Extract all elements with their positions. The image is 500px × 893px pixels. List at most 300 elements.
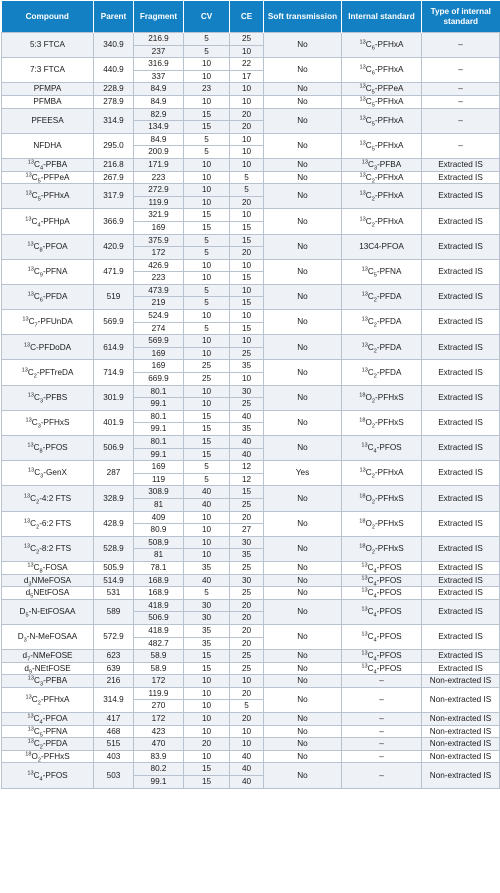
ce-cell: 10: [230, 146, 264, 159]
fragment-cell: 82.9: [134, 108, 184, 121]
parent-cell: 366.9: [94, 209, 134, 234]
ce-cell: 40: [230, 436, 264, 449]
ce-cell: 10: [230, 259, 264, 272]
compound-cell: $^{13}C_3$-PFHxS: [2, 410, 94, 435]
compound-cell: $D_5-N$-EtFOSAA: [2, 599, 94, 624]
soft-transmission-cell: No: [264, 587, 342, 600]
is-type-cell: Extracted IS: [422, 310, 500, 335]
internal-standard-cell: $^{13}C_2$-PFDA: [342, 284, 422, 309]
soft-transmission-cell: No: [264, 486, 342, 511]
parent-cell: 503: [94, 763, 134, 788]
cv-cell: 5: [184, 146, 230, 159]
ce-cell: 5: [230, 171, 264, 184]
parent-cell: 428.9: [94, 511, 134, 536]
is-type-cell: –: [422, 108, 500, 133]
ce-cell: 10: [230, 158, 264, 171]
ce-cell: 40: [230, 750, 264, 763]
compound-cell: $D_3-N$-MeFOSAA: [2, 624, 94, 649]
table-row: [2, 486, 500, 499]
parent-cell: 340.9: [94, 33, 134, 58]
ce-cell: 10: [230, 310, 264, 323]
is-type-cell: Non-extracted IS: [422, 763, 500, 788]
ce-cell: 25: [230, 662, 264, 675]
is-type-cell: Non-extracted IS: [422, 675, 500, 688]
parent-cell: 623: [94, 650, 134, 663]
ce-cell: 25: [230, 33, 264, 46]
fragment-cell: 200.9: [134, 146, 184, 159]
compound-cell: $^{13}C_2$-PFDA: [2, 738, 94, 751]
parent-cell: 314.9: [94, 108, 134, 133]
fragment-cell: 119.9: [134, 196, 184, 209]
is-type-cell: Extracted IS: [422, 410, 500, 435]
cv-cell: 5: [184, 45, 230, 58]
is-type-cell: Extracted IS: [422, 284, 500, 309]
cv-cell: 25: [184, 360, 230, 373]
fragment-cell: 80.1: [134, 410, 184, 423]
compound-cell: $^{13}C_9$-PFNA: [2, 259, 94, 284]
fragment-cell: 569.9: [134, 335, 184, 348]
internal-standard-cell: $^{13}C_2$-PFDA: [342, 310, 422, 335]
parent-cell: 216.8: [94, 158, 134, 171]
ce-cell: 30: [230, 385, 264, 398]
parent-cell: 531: [94, 587, 134, 600]
ce-cell: 20: [230, 511, 264, 524]
internal-standard-cell: $^{13}C_5$-PFHxA: [342, 108, 422, 133]
fragment-cell: 223: [134, 272, 184, 285]
cv-cell: 40: [184, 574, 230, 587]
cv-cell: 10: [184, 184, 230, 197]
fragment-cell: 473.9: [134, 284, 184, 297]
ce-cell: 5: [230, 184, 264, 197]
ce-cell: 15: [230, 272, 264, 285]
fragment-cell: 119: [134, 473, 184, 486]
internal-standard-cell: $^{13}C_4$-PFOS: [342, 574, 422, 587]
compound-cell: $^{13}C_2-4:2$ FTS: [2, 486, 94, 511]
table-row: [2, 750, 500, 763]
soft-transmission-cell: No: [264, 574, 342, 587]
cv-cell: 10: [184, 398, 230, 411]
fragment-cell: 172: [134, 713, 184, 726]
parent-cell: 514.9: [94, 574, 134, 587]
cv-cell: 15: [184, 423, 230, 436]
is-type-cell: Extracted IS: [422, 158, 500, 171]
parent-cell: 317.9: [94, 184, 134, 209]
compound-cell: $^{18}O_2$-PFHxS: [2, 750, 94, 763]
cv-cell: 15: [184, 776, 230, 789]
cv-cell: 5: [184, 133, 230, 146]
compound-cell: $^{13}$C-PFDoDA: [2, 335, 94, 360]
soft-transmission-cell: No: [264, 310, 342, 335]
cv-cell: 10: [184, 511, 230, 524]
compound-cell: $^{13}C_2$-PFTreDA: [2, 360, 94, 385]
fragment-cell: 272.9: [134, 184, 184, 197]
parent-cell: 314.9: [94, 687, 134, 712]
fragment-cell: 669.9: [134, 373, 184, 386]
cv-cell: 10: [184, 524, 230, 537]
fragment-cell: 119.9: [134, 687, 184, 700]
parent-cell: 420.9: [94, 234, 134, 259]
cv-cell: 40: [184, 486, 230, 499]
cv-cell: 35: [184, 637, 230, 650]
ce-cell: 40: [230, 763, 264, 776]
cv-cell: 10: [184, 58, 230, 71]
internal-standard-cell: $^{13}C_4$-PFOS: [342, 587, 422, 600]
soft-transmission-cell: No: [264, 284, 342, 309]
cv-cell: 10: [184, 385, 230, 398]
table-row: [2, 33, 500, 46]
ce-cell: 10: [230, 45, 264, 58]
compound-cell: $^{13}C_4$-PFHpA: [2, 209, 94, 234]
fragment-cell: 423: [134, 725, 184, 738]
fragment-cell: 409: [134, 511, 184, 524]
table-row: [2, 461, 500, 474]
fragment-cell: 169: [134, 347, 184, 360]
ce-cell: 5: [230, 700, 264, 713]
fragment-cell: 216.9: [134, 33, 184, 46]
is-type-cell: Extracted IS: [422, 436, 500, 461]
ce-cell: 25: [230, 561, 264, 574]
cv-cell: 5: [184, 33, 230, 46]
compound-cell: NFDHA: [2, 133, 94, 158]
table-row: [2, 725, 500, 738]
internal-standard-cell: $^{13}C_5$-PFNA: [342, 259, 422, 284]
ce-cell: 10: [230, 83, 264, 96]
fragment-cell: 508.9: [134, 536, 184, 549]
soft-transmission-cell: No: [264, 725, 342, 738]
ce-cell: 10: [230, 95, 264, 108]
soft-transmission-cell: No: [264, 259, 342, 284]
table-row: [2, 108, 500, 121]
ce-cell: 10: [230, 335, 264, 348]
table-row: [2, 58, 500, 71]
parent-cell: 614.9: [94, 335, 134, 360]
fragment-cell: 270: [134, 700, 184, 713]
soft-transmission-cell: No: [264, 536, 342, 561]
cv-cell: 10: [184, 259, 230, 272]
ce-cell: 35: [230, 549, 264, 562]
cv-cell: 15: [184, 410, 230, 423]
table-row: [2, 83, 500, 96]
parent-cell: 417: [94, 713, 134, 726]
compound-cell: $^{13}C_8$-FOSA: [2, 561, 94, 574]
compound-cell: $^{13}C_4$-PFOA: [2, 713, 94, 726]
compound-cell: $^{13}C_4$-PFBA: [2, 158, 94, 171]
cv-cell: 15: [184, 121, 230, 134]
fragment-cell: 81: [134, 498, 184, 511]
fragment-cell: 81: [134, 549, 184, 562]
ce-cell: 25: [230, 347, 264, 360]
fragment-cell: 78.1: [134, 561, 184, 574]
internal-standard-cell: $^{13}C_2$-PFHxA: [342, 209, 422, 234]
is-type-cell: Extracted IS: [422, 234, 500, 259]
is-type-cell: Non-extracted IS: [422, 738, 500, 751]
table-row: [2, 738, 500, 751]
table-row: [2, 587, 500, 600]
internal-standard-cell: –: [342, 763, 422, 788]
is-type-cell: Extracted IS: [422, 662, 500, 675]
compound-cell: $d_7$-NMeFOSE: [2, 650, 94, 663]
is-type-cell: Non-extracted IS: [422, 750, 500, 763]
is-type-cell: Extracted IS: [422, 360, 500, 385]
is-type-cell: –: [422, 133, 500, 158]
fragment-cell: 169: [134, 360, 184, 373]
soft-transmission-cell: No: [264, 738, 342, 751]
fragment-cell: 219: [134, 297, 184, 310]
table-row: [2, 511, 500, 524]
parent-cell: 506.9: [94, 436, 134, 461]
cv-cell: 5: [184, 234, 230, 247]
soft-transmission-cell: No: [264, 561, 342, 574]
table-row: [2, 310, 500, 323]
internal-standard-cell: –: [342, 687, 422, 712]
table-row: [2, 624, 500, 637]
compound-cell: $d_3NMeFOSA$: [2, 574, 94, 587]
table-row: [2, 284, 500, 297]
compound-cell: 7:3 FTCA: [2, 58, 94, 83]
ce-cell: 35: [230, 423, 264, 436]
fragment-cell: 223: [134, 171, 184, 184]
is-type-cell: Extracted IS: [422, 574, 500, 587]
ce-cell: 10: [230, 675, 264, 688]
ce-cell: 15: [230, 234, 264, 247]
compound-cell: $d_5NEtFOSA$: [2, 587, 94, 600]
cv-cell: 10: [184, 196, 230, 209]
soft-transmission-cell: No: [264, 171, 342, 184]
parent-cell: 328.9: [94, 486, 134, 511]
internal-standard-cell: $^{13}C_3$-PFBA: [342, 158, 422, 171]
internal-standard-cell: $^{13}C_2$-PFHxA: [342, 461, 422, 486]
fragment-cell: 237: [134, 45, 184, 58]
soft-transmission-cell: No: [264, 335, 342, 360]
cv-cell: 5: [184, 322, 230, 335]
cv-cell: 10: [184, 750, 230, 763]
ce-cell: 40: [230, 776, 264, 789]
ce-cell: 15: [230, 221, 264, 234]
cv-cell: 5: [184, 461, 230, 474]
compound-cell: $^{13}C_3$-PFBA: [2, 675, 94, 688]
internal-standard-cell: $^{13}C_2$-PFDA: [342, 360, 422, 385]
fragment-cell: 58.9: [134, 650, 184, 663]
fragment-cell: 308.9: [134, 486, 184, 499]
cv-cell: 20: [184, 738, 230, 751]
soft-transmission-cell: No: [264, 687, 342, 712]
fragment-cell: 375.9: [134, 234, 184, 247]
parent-cell: 278.9: [94, 95, 134, 108]
compound-cell: $^{13}C_3$-PFBS: [2, 385, 94, 410]
cv-cell: 5: [184, 473, 230, 486]
parent-cell: 714.9: [94, 360, 134, 385]
is-type-cell: Extracted IS: [422, 511, 500, 536]
is-type-cell: Non-extracted IS: [422, 713, 500, 726]
fragment-cell: 99.1: [134, 423, 184, 436]
cv-cell: 10: [184, 158, 230, 171]
soft-transmission-cell: No: [264, 108, 342, 133]
cv-cell: 15: [184, 650, 230, 663]
fragment-cell: 80.1: [134, 436, 184, 449]
internal-standard-cell: –: [342, 750, 422, 763]
table-row: [2, 158, 500, 171]
cv-cell: 15: [184, 108, 230, 121]
ce-cell: 10: [230, 209, 264, 222]
table-row: [2, 209, 500, 222]
internal-standard-cell: $^{13}C_4$-PFOS: [342, 624, 422, 649]
is-type-cell: Extracted IS: [422, 385, 500, 410]
cv-cell: 10: [184, 70, 230, 83]
soft-transmission-cell: Yes: [264, 461, 342, 486]
parent-cell: 287: [94, 461, 134, 486]
cv-cell: 23: [184, 83, 230, 96]
compound-cell: PFMBA: [2, 95, 94, 108]
cv-cell: 10: [184, 335, 230, 348]
internal-standard-cell: $^{18}O_2$-PFHxS: [342, 486, 422, 511]
soft-transmission-cell: No: [264, 650, 342, 663]
is-type-cell: Extracted IS: [422, 461, 500, 486]
is-type-cell: Extracted IS: [422, 587, 500, 600]
ce-cell: 17: [230, 70, 264, 83]
is-type-cell: Extracted IS: [422, 536, 500, 561]
cv-cell: 5: [184, 587, 230, 600]
soft-transmission-cell: No: [264, 385, 342, 410]
fragment-cell: 171.9: [134, 158, 184, 171]
is-type-cell: –: [422, 95, 500, 108]
table-row: [2, 184, 500, 197]
fragment-cell: 316.9: [134, 58, 184, 71]
compound-cell: $^{13}C_5$-PFHxA: [2, 184, 94, 209]
table-row: [2, 763, 500, 776]
internal-standard-cell: $^{18}O_2$-PFHxS: [342, 410, 422, 435]
cv-cell: 10: [184, 347, 230, 360]
soft-transmission-cell: No: [264, 133, 342, 158]
internal-standard-cell: –: [342, 725, 422, 738]
table-row: [2, 574, 500, 587]
ce-cell: 15: [230, 322, 264, 335]
ce-cell: 20: [230, 247, 264, 260]
ce-cell: 10: [230, 725, 264, 738]
table-body: [2, 33, 500, 789]
fragment-cell: 482.7: [134, 637, 184, 650]
ce-cell: 10: [230, 738, 264, 751]
cv-cell: 10: [184, 171, 230, 184]
fragment-cell: 84.9: [134, 133, 184, 146]
table-row: [2, 133, 500, 146]
compound-cell: PFEESA: [2, 108, 94, 133]
fragment-cell: 418.9: [134, 624, 184, 637]
cv-cell: 30: [184, 599, 230, 612]
soft-transmission-cell: No: [264, 58, 342, 83]
compound-cell: $^{13}C_5$-PFPeA: [2, 171, 94, 184]
fragment-cell: 99.1: [134, 776, 184, 789]
internal-standard-cell: $^{13}C_5$-PFPeA: [342, 83, 422, 96]
parent-cell: 471.9: [94, 259, 134, 284]
cv-cell: 10: [184, 310, 230, 323]
fragment-cell: 58.9: [134, 662, 184, 675]
table-row: [2, 713, 500, 726]
table-row: [2, 234, 500, 247]
ce-cell: 40: [230, 410, 264, 423]
cv-cell: 30: [184, 612, 230, 625]
compound-cell: $d_9$-NEtFOSE: [2, 662, 94, 675]
is-type-cell: Extracted IS: [422, 599, 500, 624]
compound-cell: PFMPA: [2, 83, 94, 96]
cv-cell: 15: [184, 221, 230, 234]
fragment-cell: 168.9: [134, 574, 184, 587]
soft-transmission-cell: No: [264, 511, 342, 536]
ce-cell: 40: [230, 448, 264, 461]
ce-cell: 10: [230, 373, 264, 386]
parent-cell: 295.0: [94, 133, 134, 158]
ce-cell: 12: [230, 461, 264, 474]
soft-transmission-cell: No: [264, 158, 342, 171]
table-row: [2, 259, 500, 272]
is-type-cell: Non-extracted IS: [422, 687, 500, 712]
ce-cell: 20: [230, 196, 264, 209]
header-internal-standard: Internal standard: [342, 1, 422, 33]
is-type-cell: Extracted IS: [422, 486, 500, 511]
table-row: [2, 675, 500, 688]
cv-cell: 10: [184, 687, 230, 700]
parent-cell: 515: [94, 738, 134, 751]
cv-cell: 15: [184, 763, 230, 776]
internal-standard-cell: 13C4-PFOA: [342, 234, 422, 259]
is-type-cell: Extracted IS: [422, 561, 500, 574]
is-type-cell: Extracted IS: [422, 335, 500, 360]
is-type-cell: Extracted IS: [422, 209, 500, 234]
cv-cell: 5: [184, 297, 230, 310]
is-type-cell: Extracted IS: [422, 184, 500, 209]
soft-transmission-cell: No: [264, 95, 342, 108]
ce-cell: 20: [230, 624, 264, 637]
fragment-cell: 80.1: [134, 385, 184, 398]
internal-standard-cell: $^{13}C_4$-PFOS: [342, 436, 422, 461]
cv-cell: 5: [184, 247, 230, 260]
soft-transmission-cell: No: [264, 763, 342, 788]
compound-cell: $^{13}C_8$-PFOA: [2, 234, 94, 259]
soft-transmission-cell: No: [264, 624, 342, 649]
parent-cell: 267.9: [94, 171, 134, 184]
cv-cell: 10: [184, 536, 230, 549]
ce-cell: 20: [230, 637, 264, 650]
cv-cell: 35: [184, 561, 230, 574]
cv-cell: 15: [184, 662, 230, 675]
ce-cell: 20: [230, 687, 264, 700]
cv-cell: 15: [184, 448, 230, 461]
table-row: [2, 662, 500, 675]
is-type-cell: Extracted IS: [422, 650, 500, 663]
table-row: [2, 650, 500, 663]
internal-standard-cell: $^{13}C_5$-PFHxA: [342, 133, 422, 158]
parent-cell: 589: [94, 599, 134, 624]
table-row: [2, 599, 500, 612]
header-type-of-internal-standard: Type of internal standard: [422, 1, 500, 33]
is-type-cell: Extracted IS: [422, 624, 500, 649]
header-parent: Parent: [94, 1, 134, 33]
soft-transmission-cell: No: [264, 209, 342, 234]
header-cv: CV: [184, 1, 230, 33]
compound-cell: $^{13}C_6$-PFDA: [2, 284, 94, 309]
is-type-cell: Extracted IS: [422, 259, 500, 284]
parent-cell: 528.9: [94, 536, 134, 561]
table-row: [2, 436, 500, 449]
cv-cell: 15: [184, 436, 230, 449]
table-row: [2, 536, 500, 549]
header-soft-transmission: Soft transmission: [264, 1, 342, 33]
soft-transmission-cell: No: [264, 360, 342, 385]
ce-cell: 20: [230, 121, 264, 134]
cv-cell: 25: [184, 373, 230, 386]
ce-cell: 10: [230, 133, 264, 146]
fragment-cell: 80.9: [134, 524, 184, 537]
compound-cell: $^{13}C_4$-PFOS: [2, 763, 94, 788]
